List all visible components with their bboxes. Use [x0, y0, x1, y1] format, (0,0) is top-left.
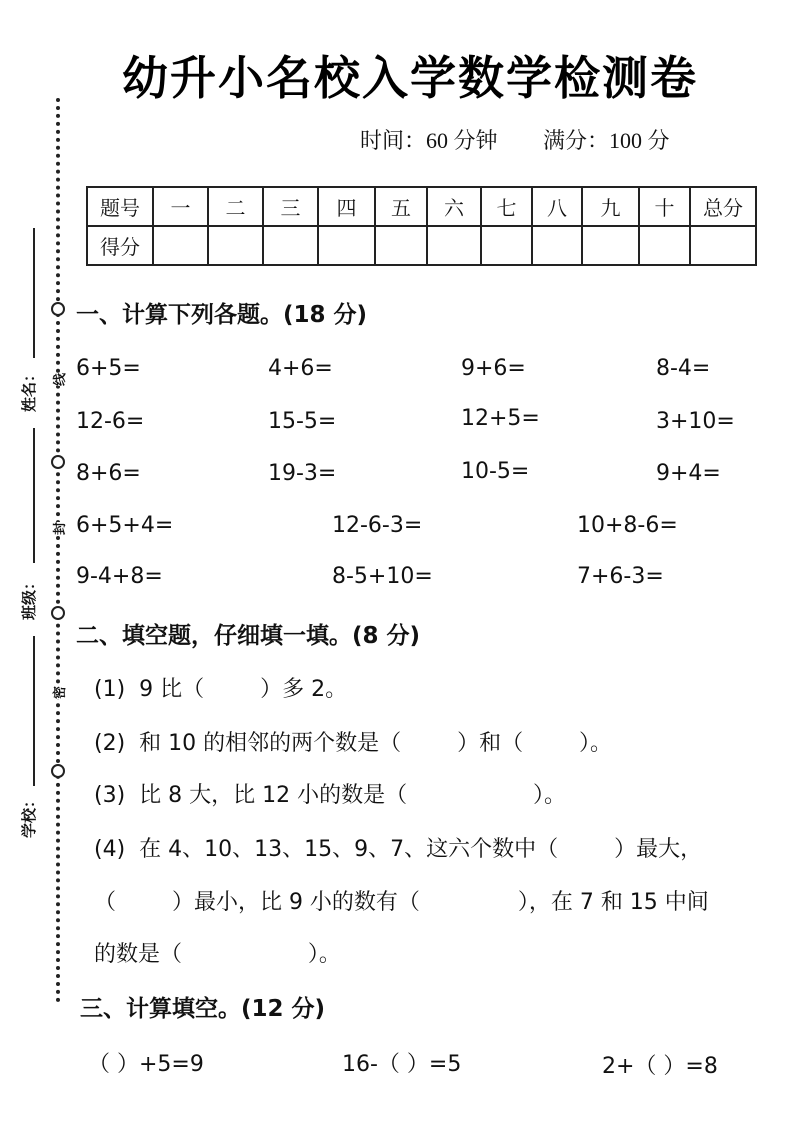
exam-time: 时间：60 分钟 — [360, 128, 498, 153]
exam-meta — [360, 124, 710, 155]
cut-char-mi: 密 — [49, 686, 68, 699]
problem: 6+5+4= — [76, 513, 174, 538]
score-input-cell[interactable] — [153, 226, 208, 265]
score-input-cell[interactable] — [481, 226, 532, 265]
score-table-cell: 一 — [153, 187, 208, 226]
question-4-line1: (4) 在 4、10、13、15、9、7、这六个数中（ ）最大， — [94, 837, 703, 862]
binding-ring-icon — [51, 764, 65, 778]
problem: 4+6= — [268, 356, 333, 381]
question-2: (2) 和 10 的相邻的两个数是（ ）和（ ）。 — [94, 731, 613, 756]
problem: 12-6= — [76, 409, 145, 434]
question-4-line2: （ ）最小，比 9 小的数有（ ），在 7 和 15 中间 — [94, 890, 709, 915]
problem: 9+4= — [656, 461, 721, 486]
fill-problem: （ ）+5=9 — [88, 1052, 204, 1077]
score-input-cell[interactable] — [208, 226, 263, 265]
score-input-cell[interactable] — [375, 226, 427, 265]
binding-ring-icon — [51, 455, 65, 469]
score-table-cell: 八 — [532, 187, 582, 226]
score-table-cell: 四 — [318, 187, 375, 226]
score-input-cell[interactable] — [690, 226, 756, 265]
problem: 19-3= — [268, 461, 337, 486]
problem: 12+5= — [461, 406, 540, 431]
page-title: 幼升小名校入学数学检测卷 — [122, 51, 698, 105]
problem: 10+8-6= — [577, 513, 678, 538]
score-table-cell: 题号 — [87, 187, 153, 226]
problem: 8+6= — [76, 461, 141, 486]
problem: 15-5= — [268, 409, 337, 434]
class-label: 班级： — [20, 574, 38, 620]
problem: 12-6-3= — [332, 513, 423, 538]
score-table-cell: 五 — [375, 187, 427, 226]
score-table-header-row — [87, 187, 756, 226]
binding-ring-icon — [51, 606, 65, 620]
question-3: (3) 比 8 大，比 12 小的数是（ ）。 — [94, 783, 566, 808]
binding-dotted-line — [56, 98, 60, 1003]
problem: 3+10= — [656, 409, 735, 434]
problem: 9+6= — [461, 356, 526, 381]
school-write-line[interactable] — [33, 636, 35, 786]
cut-char-feng: 封 — [49, 522, 68, 535]
score-table-cell: 二 — [208, 187, 263, 226]
score-input-cell[interactable] — [318, 226, 375, 265]
cut-char-xian: 线 — [49, 373, 68, 386]
fill-problem: 16-（ ）=5 — [342, 1052, 462, 1077]
score-input-cell[interactable] — [532, 226, 582, 265]
section2-heading: 二、填空题，仔细填一填。(8 分) — [76, 623, 421, 649]
fill-problem: 2+（ ）=8 — [602, 1054, 718, 1079]
score-table-cell: 三 — [263, 187, 318, 226]
problem: 8-5+10= — [332, 564, 433, 589]
score-input-cell[interactable] — [427, 226, 481, 265]
score-input-cell[interactable] — [582, 226, 639, 265]
problem: 6+5= — [76, 356, 141, 381]
score-input-cell[interactable] — [263, 226, 318, 265]
score-table-cell: 九 — [582, 187, 639, 226]
score-input-cell[interactable] — [639, 226, 690, 265]
score-table-score-row — [87, 226, 756, 265]
section1-heading: 一、计算下列各题。(18 分) — [76, 302, 368, 328]
problem: 7+6-3= — [577, 564, 664, 589]
score-table — [86, 186, 757, 266]
score-table-cell: 十 — [639, 187, 690, 226]
exam-full-score: 满分：100 分 — [543, 128, 670, 153]
section3-heading: 三、计算填空。(12 分) — [80, 996, 326, 1022]
score-table-cell: 总分 — [690, 187, 756, 226]
score-table-cell: 七 — [481, 187, 532, 226]
class-write-line[interactable] — [33, 428, 35, 563]
question-4-line3: 的数是（ ）。 — [94, 942, 341, 967]
name-label: 姓名： — [20, 366, 38, 412]
question-1: (1) 9 比（ ）多 2。 — [94, 677, 348, 702]
binding-ring-icon — [51, 302, 65, 316]
name-write-line[interactable] — [33, 228, 35, 358]
problem: 10-5= — [461, 459, 530, 484]
school-label: 学校： — [20, 792, 38, 838]
problem: 9-4+8= — [76, 564, 163, 589]
score-table-cell: 六 — [427, 187, 481, 226]
score-row-label: 得分 — [87, 226, 153, 265]
problem: 8-4= — [656, 356, 711, 381]
